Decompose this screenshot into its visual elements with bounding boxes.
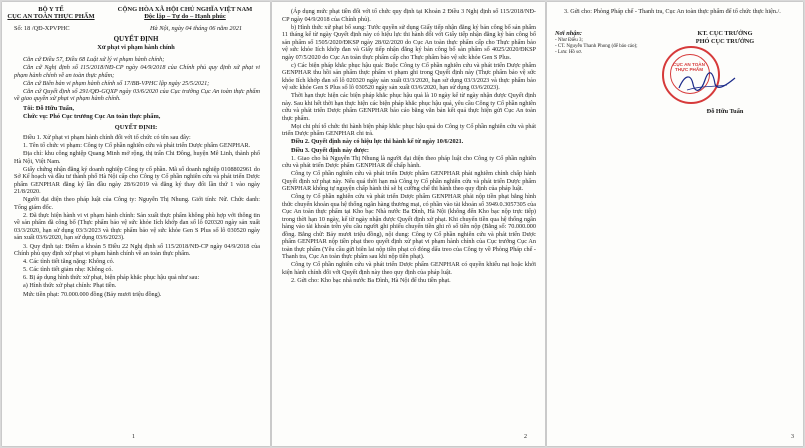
- body-paragraph: Công ty Cổ phần nghiên cứu và phát triển Dược phẩm GENPHAR phải nghiêm chỉnh chấp hành Quyết định xử phạt này. Nếu quá thời hạn mà Công ty Cổ phần nghiên cứu và phát triển Dược phẩm GENPHAR không tự nguyện chấp hành thì sẽ bị cưỡng chế thi hành theo quy định của pháp luật.: [282, 170, 536, 193]
- body-paragraph: Điều 3. Quyết định này được:: [291, 146, 369, 154]
- body-paragraph: 6. Bị áp dụng hình thức xử phạt, biện pháp khắc phục hậu quả như sau:: [23, 274, 200, 282]
- body-paragraph: b) Hình thức xử phạt bổ sung: Tước quyền sử dụng Giấy tiếp nhận đăng ký bản công bố sản phẩm 11 tháng kể từ ngày Quyết định này có hiệu lực thi hành đối với Giấy tiếp nhận đăng ký bản công bố sản phẩm số 1505/2020/ĐKSP ngày 28/02/2020 do Cục An toàn thực phẩm cấp cho Thực phẩm bảo vệ sức khỏe Iích khớp đan và Giấy tiếp nhận đăng ký bản công bố sản phẩm số 4025/2020/ĐKSP ngày 07/5/2020 do Cục An toàn thực phẩm cấp cho Thực phẩm bảo vệ sức khỏe Gen S Plus.: [282, 23, 536, 61]
- body-paragraph: 5. Các tình tiết giảm nhẹ: Không có.: [23, 266, 113, 274]
- page1-body: [14, 134, 260, 299]
- document-page-3: [547, 2, 803, 446]
- body-paragraph: Người đại diện theo pháp luật của Công ty: Nguyễn Thị Nhung. Giới tính: Nữ. Chức danh: Tổng giám đốc.: [14, 196, 260, 211]
- decision-subtitle: Xử phạt vi phạm hành chính: [97, 44, 175, 51]
- body-paragraph: 3. Gửi cho: Phòng Pháp chế - Thanh tra, Cục An toàn thực phẩm để tổ chức thực hiện./.: [564, 8, 781, 15]
- body-paragraph: 2. Gửi cho: Kho bạc nhà nước Ba Đình, Hà Nội để thu tiền phạt.: [291, 277, 451, 285]
- document-page-2: [272, 2, 545, 446]
- signer-name: Đỗ Hữu Tuấn: [706, 108, 744, 115]
- recipient-item: - Như Điều 3;: [555, 38, 583, 43]
- page2-body: [282, 8, 536, 285]
- ground-1: Căn cứ Điều 57, Điều 68 Luật xử lý vi phạm hành chính;: [23, 56, 165, 63]
- body-paragraph: c) Các biện pháp khắc phục hậu quả: Buộc Công ty Cổ phần nghiên cứu và phát triển Dược phẩm GENPHAR thu hồi sản phẩm thực phẩm vi phạm ghi trong Quyết định này (Thực phẩm bảo vệ sức khỏe Iích khớp đan số lô 020320 ngày sản xuất 03/3/2020, hạn sử dụng 03/3/2023 và thực phẩm bảo vệ sức khỏe Gen S Plus số lô 030520 ngày sản xuất 03/6/2020, hạn sử dụng 03/6/2023).: [282, 61, 536, 92]
- role-line: Chức vụ: Phó Cục trưởng Cục An toàn thực phẩm,: [23, 113, 161, 120]
- document-page-1: [2, 2, 270, 446]
- agency-name: BỘ Y TẾ: [38, 6, 64, 13]
- decision-title: QUYẾT ĐỊNH: [113, 35, 159, 43]
- ground-3: Căn cứ Biên bản vi phạm hành chính số 17/BB-VPHC lập ngày 25/5/2021;: [23, 79, 210, 87]
- body-paragraph: Thời hạn thực hiện các biện pháp khắc phục hậu quả là 10 ngày kể từ ngày nhận được Quyết định này. Sau khi hết thời hạn thực hiện các biện pháp khắc phục hậu quả, yêu cầu Công ty Cổ phần nghiên cứu và phát triển Dược phẩm GENPHAR báo cáo bằng văn bản kết quả thực hiện gửi Cục An toàn thực phẩm.: [282, 92, 536, 122]
- page-number: 3: [791, 434, 794, 440]
- country-name: CỘNG HÒA XÃ HỘI CHỦ NGHĨA VIỆT NAM: [117, 6, 253, 13]
- body-paragraph: (Áp dụng mức phạt tiền đối với tổ chức quy định tại Khoản 2 Điều 3 Nghị định số 115/2018/NĐ-CP ngày 04/9/2018 của Chính phủ).: [282, 8, 536, 23]
- body-paragraph: 1. Tên tổ chức vi phạm: Công ty Cổ phần nghiên cứu và phát triển Dược phẩm GENPHAR.: [23, 142, 251, 150]
- body-paragraph: 4. Các tình tiết tăng nặng: Không có.: [23, 258, 115, 266]
- body-paragraph: Địa chỉ: khu công nghiệp Quang Minh mở rộng, thị trấn Chi Đông, huyện Mê Linh, thành phố Hà Nội, Việt Nam.: [14, 150, 260, 165]
- decision-date: Hà Nội, ngày 04 tháng 06 năm 2021: [150, 25, 243, 32]
- body-paragraph: Điều 2. Quyết định này có hiệu lực thi hành kể từ ngày 10/6/2021.: [291, 138, 464, 146]
- body-paragraph: Điều 1. Xử phạt vi phạm hành chính đối với tổ chức có tên sau đây:: [23, 134, 191, 141]
- body-paragraph: 3. Quy định tại: Điểm a khoản 5 Điều 22 Nghị định số 115/2018/NĐ-CP ngày 04/9/2018 của Chính phủ quy định xử phạt vi phạm hành chính về an toàn thực phẩm.: [14, 242, 260, 258]
- body-paragraph: Mọi chi phí tổ chức thi hành biện pháp khắc phục hậu quả do Công ty Cổ phần nghiên cứu và phát triển Dược phẩm GENPHAR chi trả.: [282, 122, 536, 138]
- signature-icon: [677, 70, 737, 96]
- decision-number: Số: 18 /QĐ-XPVPHC: [14, 25, 70, 32]
- recipients-heading: Nơi nhận:: [555, 30, 583, 37]
- recipient-item: - CT. Nguyễn Thanh Phong (để báo cáo);: [555, 44, 638, 49]
- signer-line: Tôi: Đỗ Hữu Tuấn,: [23, 105, 75, 112]
- body-paragraph: Mức tiền phạt: 70.000.000 đồng (Bảy mươi triệu đồng).: [23, 290, 162, 298]
- signer-heading-1: KT. CỤC TRƯỞNG: [697, 30, 753, 37]
- body-paragraph: 1. Giao cho bà Nguyễn Thị Nhung là người đại diện theo pháp luật cho Công ty Cổ phần nghiên cứu và phát triển Dược phẩm GENPHAR để chấp hành.: [282, 154, 536, 170]
- official-seal-text: CỤC AN TOÀN THỰC PHẨM: [673, 62, 705, 73]
- ground-2: Căn cứ Nghị định số 115/2018/NĐ-CP ngày 04/9/2018 của Chính phủ quy định xử phạt vi phạm hành chính về an toàn thực phẩm;: [14, 64, 260, 79]
- body-paragraph: Công ty Cổ phần nghiên cứu và phát triển Dược phẩm GENPHAR phải nộp tiền phạt bằng hình thức chuyển khoản qua hệ thống ngân hàng thương mại, có phần vào tài khoản số 3949.0.3057305 của Cục An toàn thực phẩm tại Kho bạc Nhà nước Ba Đình, Hà Nội (không đến Kho bạc nộp trực tiếp) trong thời hạn 10 ngày, kể từ ngày nhận được Quyết định xử phạt. Khi chuyển tiền qua hệ thống ngân hàng vào tài khoản trên yêu cầu người ghi phiếu chuyển tiền ghi rõ số tiền nộp (Bằng số: 70.000.000 đồng. Bằng chữ: Bảy mươi triệu đồng), nội dung: Công ty Cổ phần nghiên cứu và phát triển Dược phẩm GENPHAR nộp tiền phạt theo quyết định xử phạt vi phạm hành chính của Cục trưởng Cục An toàn thực phẩm (Yêu cầu gửi biên lai nộp tiền phạt có đóng dấu treo của Công ty về Phòng Pháp chế - Thanh tra, Cục An toàn thực phẩm sau khi nộp tiền phạt).: [282, 193, 536, 261]
- legal-grounds: [14, 56, 260, 103]
- recipient-item: - Lưu: Hồ sơ.: [555, 50, 583, 55]
- national-motto: Độc lập – Tự do – Hạnh phúc: [144, 13, 226, 20]
- body-paragraph: 2. Đã thực hiện hành vi vi phạm hành chính: Sản xuất thực phẩm không phù hợp với thông tin về sản phẩm đã công bố (Thực phẩm bảo vệ sức khỏe Iích khớp đan số lô 020320 ngày sản xuất 03/3/2020, hạn sử dụng 03/3/2023 và thực phẩm bảo vệ sức khỏe Gen S Plus số lô 030520 ngày sản xuất 03/6/2020, hạn sử dụng 03/6/2023).: [14, 211, 260, 242]
- page-number: 1: [132, 434, 135, 440]
- department-name: CỤC AN TOÀN THỰC PHẨM: [7, 13, 95, 20]
- body-paragraph: a) Hình thức xử phạt chính: Phạt tiền.: [23, 282, 117, 290]
- ground-4: Căn cứ Quyết định số 291/QĐ-GQXP ngày 03/6/2020 của Cục trưởng Cục An toàn thực phẩm về giao quyền xử phạt vi phạm hành chính.: [14, 87, 260, 103]
- body-paragraph: Công ty Cổ phần nghiên cứu và phát triển Dược phẩm GENPHAR có quyền khiếu nại hoặc khởi kiện hành chính đối với Quyết định này theo quy định của pháp luật.: [282, 261, 536, 276]
- decide-heading: QUYẾT ĐỊNH:: [114, 124, 158, 131]
- body-paragraph: Giấy chứng nhận đăng ký doanh nghiệp Công ty cổ phần. Mã số doanh nghiệp 0108802961 do Sở Kế hoạch và đầu tư thành phố Hà Nội cấp cho Công ty Cổ phần nghiên cứu và phát triển Dược phẩm GENPHAR đăng ký lần đầu ngày 28/6/2019 và đăng ký thay đổi lần thứ 1 vào ngày 21/8/2020.: [14, 165, 260, 196]
- signer-heading-2: PHÓ CỤC TRƯỞNG: [695, 38, 755, 45]
- page3-body: [555, 8, 795, 16]
- page-number: 2: [524, 434, 527, 440]
